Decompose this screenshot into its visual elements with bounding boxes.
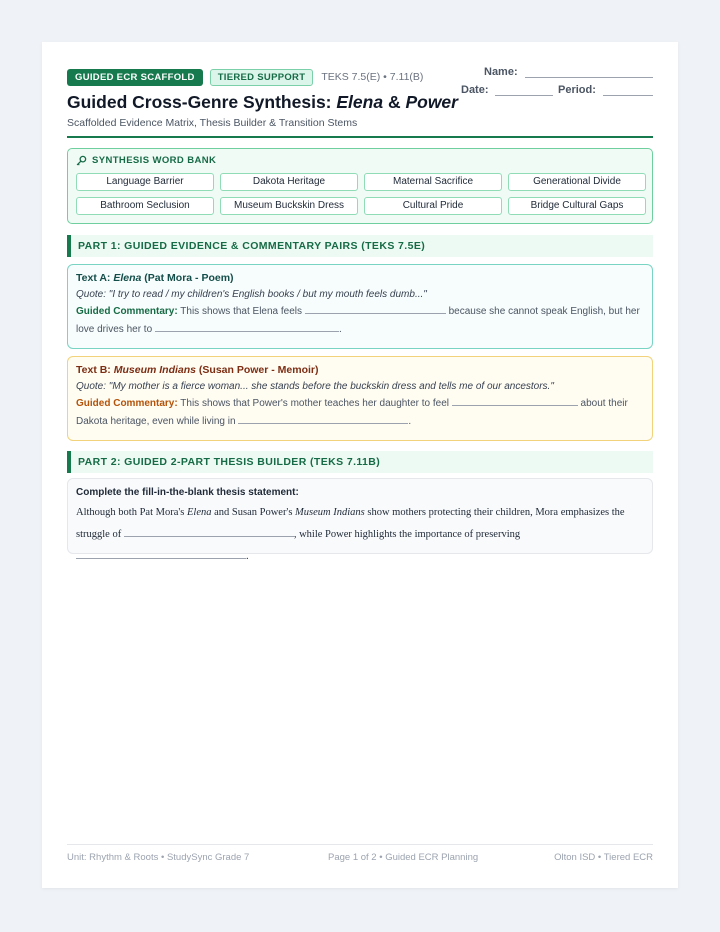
thesis-card xyxy=(67,478,653,562)
badge-tiered-support: TIERED SUPPORT xyxy=(210,69,314,86)
text-b-heading: Text B: Museum Indians (Susan Power - Memoir) xyxy=(76,364,319,376)
word-bank-title: SYNTHESIS WORD BANK xyxy=(92,155,217,166)
blank-field[interactable] xyxy=(124,527,294,537)
blank-field[interactable] xyxy=(155,322,339,332)
thesis-instruction: Complete the fill-in-the-blank thesis statement: xyxy=(76,487,299,498)
text-a-commentary: Guided Commentary: This shows that Elena feels because she cannot speak English, but her love drives her to . xyxy=(76,306,640,335)
text-b-card xyxy=(67,356,653,441)
text-a-heading: Text A: Elena (Pat Mora - Poem) xyxy=(76,272,234,284)
worksheet-page xyxy=(42,42,678,888)
badge-guided-ecr: GUIDED ECR SCAFFOLD xyxy=(67,69,203,86)
date-label: Date: xyxy=(461,84,489,96)
footer-left: Unit: Rhythm & Roots • StudySync Grade 7 xyxy=(67,852,250,863)
name-label: Name: xyxy=(484,66,518,78)
key-icon xyxy=(76,155,87,166)
word-chip: Museum Buckskin Dress xyxy=(220,197,358,215)
text-b-commentary: Guided Commentary: This shows that Power's mother teaches her daughter to feel about their Dakota heritage, even while living in . xyxy=(76,398,628,427)
blank-field[interactable] xyxy=(305,304,446,314)
teks-label: TEKS 7.5(E) • 7.11(B) xyxy=(321,71,424,83)
text-a-card xyxy=(67,264,653,349)
footer-right: Olton ISD • Tiered ECR xyxy=(554,852,653,863)
header-divider xyxy=(67,136,653,138)
part2-heading: PART 2: GUIDED 2-PART THESIS BUILDER (TEKS 7.11B) xyxy=(67,451,653,473)
page-subtitle: Scaffolded Evidence Matrix, Thesis Builder & Transition Stems xyxy=(67,117,358,129)
period-field[interactable] xyxy=(603,95,653,96)
period-label: Period: xyxy=(558,84,596,96)
blank-field[interactable] xyxy=(452,396,578,406)
name-field[interactable] xyxy=(525,77,653,78)
word-chip: Language Barrier xyxy=(76,173,214,191)
page-footer xyxy=(67,844,653,864)
footer-center: Page 1 of 2 • Guided ECR Planning xyxy=(328,852,479,863)
word-chip: Maternal Sacrifice xyxy=(364,173,502,191)
part1-heading: PART 1: GUIDED EVIDENCE & COMMENTARY PAIRS (TEKS 7.5E) xyxy=(67,235,653,257)
word-chip: Cultural Pride xyxy=(364,197,502,215)
text-a-quote: Quote: "I try to read / my children's English books / but my mouth feels dumb..." xyxy=(76,289,427,300)
word-chip: Bathroom Seclusion xyxy=(76,197,214,215)
word-chip: Generational Divide xyxy=(508,173,646,191)
blank-field[interactable] xyxy=(76,549,246,559)
word-bank xyxy=(67,148,653,224)
blank-field[interactable] xyxy=(238,414,408,424)
thesis-statement: Although both Pat Mora's Elena and Susan Power's Museum Indians show mothers protecting their children, Mora emphasizes the struggle of , while Power highlights the importance of preserving . xyxy=(76,507,625,562)
date-field[interactable] xyxy=(495,95,553,96)
word-chip: Bridge Cultural Gaps xyxy=(508,197,646,215)
text-b-quote: Quote: "My mother is a fierce woman... she stands before the buckskin dress and tells me of our ancestors." xyxy=(76,381,554,392)
page-title: Guided Cross-Genre Synthesis: Elena & Power xyxy=(67,92,458,112)
word-chip: Dakota Heritage xyxy=(220,173,358,191)
student-info xyxy=(453,68,653,108)
